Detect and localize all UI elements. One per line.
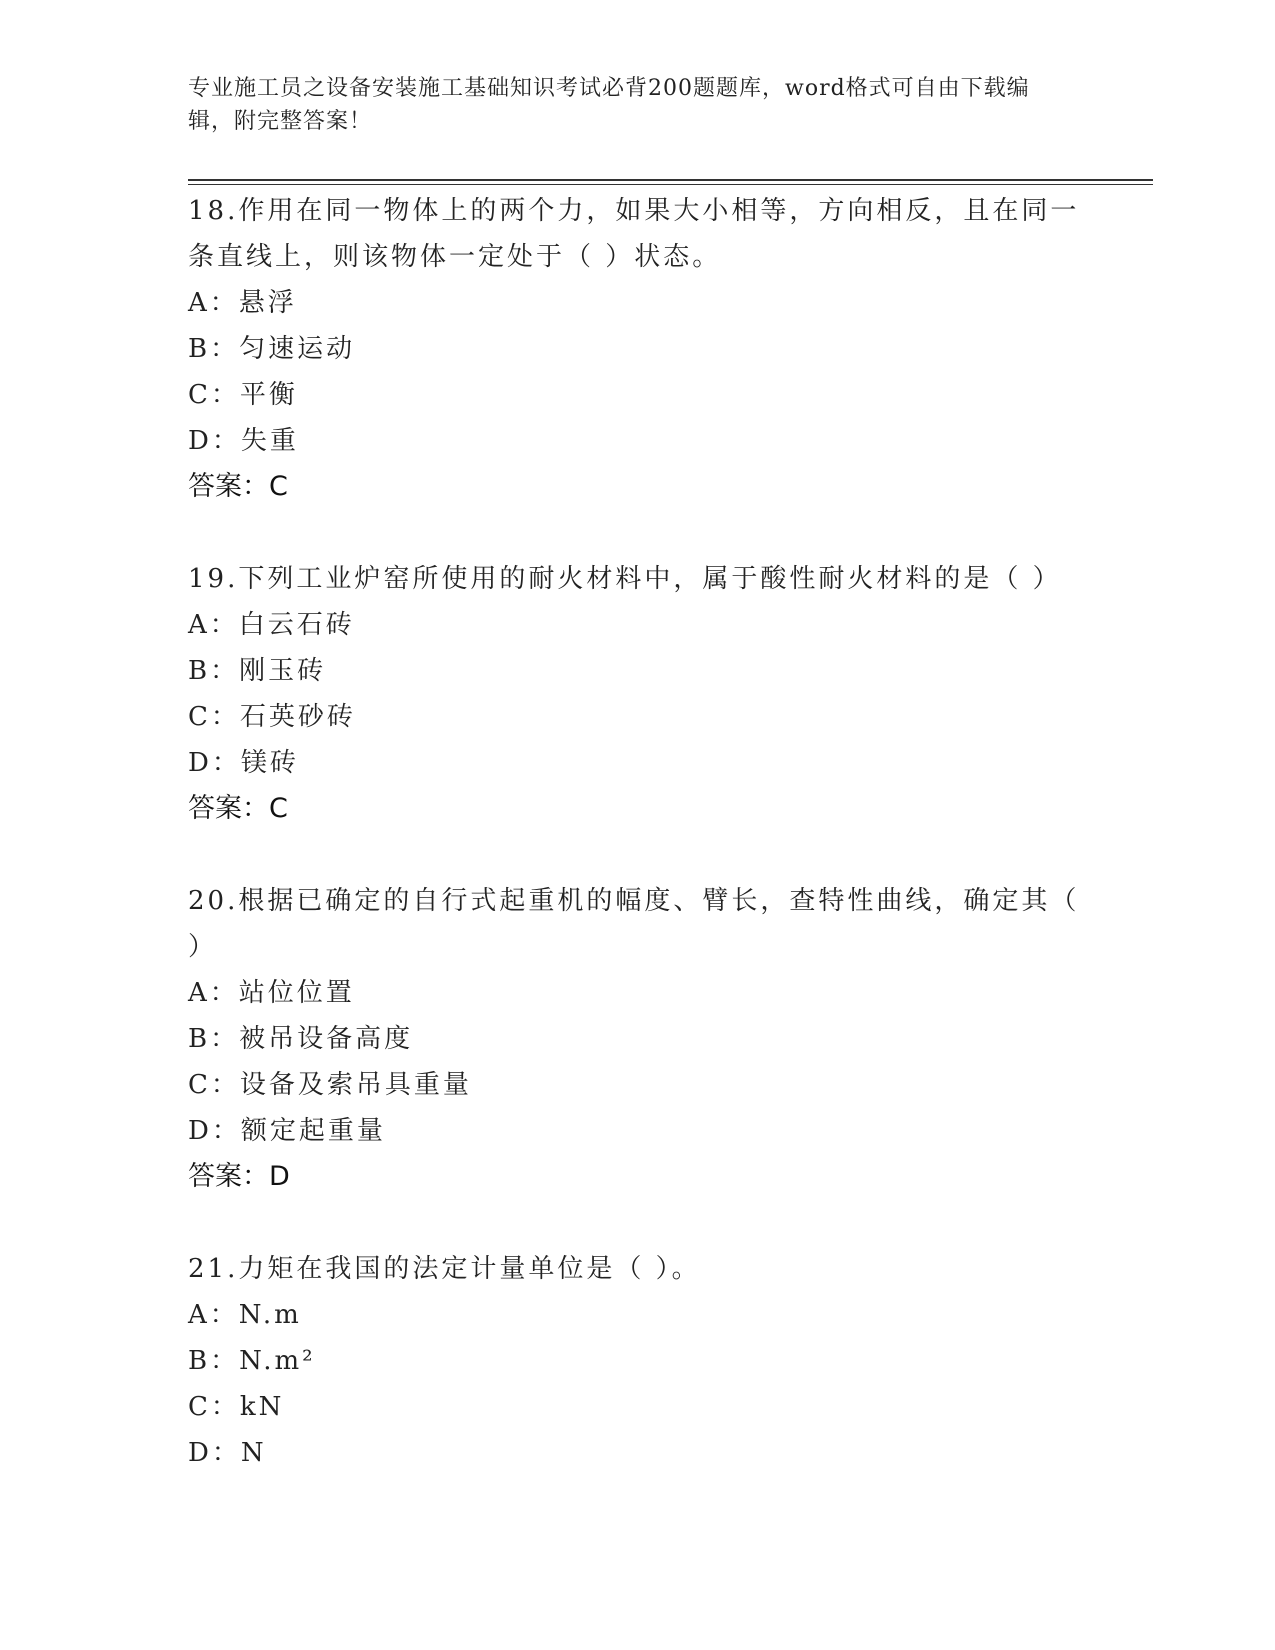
option-d: D：额定起重量 [188,1116,386,1146]
option-b: B：被吊设备高度 [188,1024,414,1054]
answer: 答案：C [188,793,288,824]
question-text: 21.力矩在我国的法定计量单位是（ ）。 [188,1254,701,1284]
option-a: A：悬浮 [188,288,297,318]
option-c: C：平衡 [188,380,298,410]
answer: 答案：C [188,471,288,502]
answer: 答案：D [188,1161,290,1192]
question-20 [188,878,1088,1200]
option-c: C：kN [188,1392,285,1422]
question-19 [188,556,1088,832]
option-c: C：石英砂砖 [188,702,356,732]
question-list [188,188,1088,1522]
question-text: 19.下列工业炉窑所使用的耐火材料中，属于酸性耐火材料的是（ ） [188,564,1062,594]
header-divider-thin [188,184,1153,185]
question-text: 20.根据已确定的自行式起重机的幅度、臂长，查特性曲线，确定其（ ） [188,886,1080,962]
option-b: B：匀速运动 [188,334,356,364]
header-title: 专业施工员之设备安装施工基础知识考试必背200题题库，word格式可自由下载编辑，附完整答案！ [188,76,1030,134]
question-text: 18.作用在同一物体上的两个力，如果大小相等，方向相反，且在同一条直线上，则该物体一定处于（ ）状态。 [188,196,1080,272]
document-header [188,72,1068,138]
question-18 [188,188,1088,510]
header-divider-thick [188,179,1153,181]
option-a: A：站位位置 [188,978,355,1008]
option-b: B：刚玉砖 [188,656,327,686]
option-d: D：N [188,1438,267,1468]
option-c: C：设备及索吊具重量 [188,1070,472,1100]
option-a: A：N.m [188,1300,302,1330]
option-b: B：N.m² [188,1346,316,1376]
option-a: A：白云石砖 [188,610,355,640]
option-d: D：失重 [188,426,299,456]
question-21 [188,1246,1088,1476]
option-d: D：镁砖 [188,748,299,778]
